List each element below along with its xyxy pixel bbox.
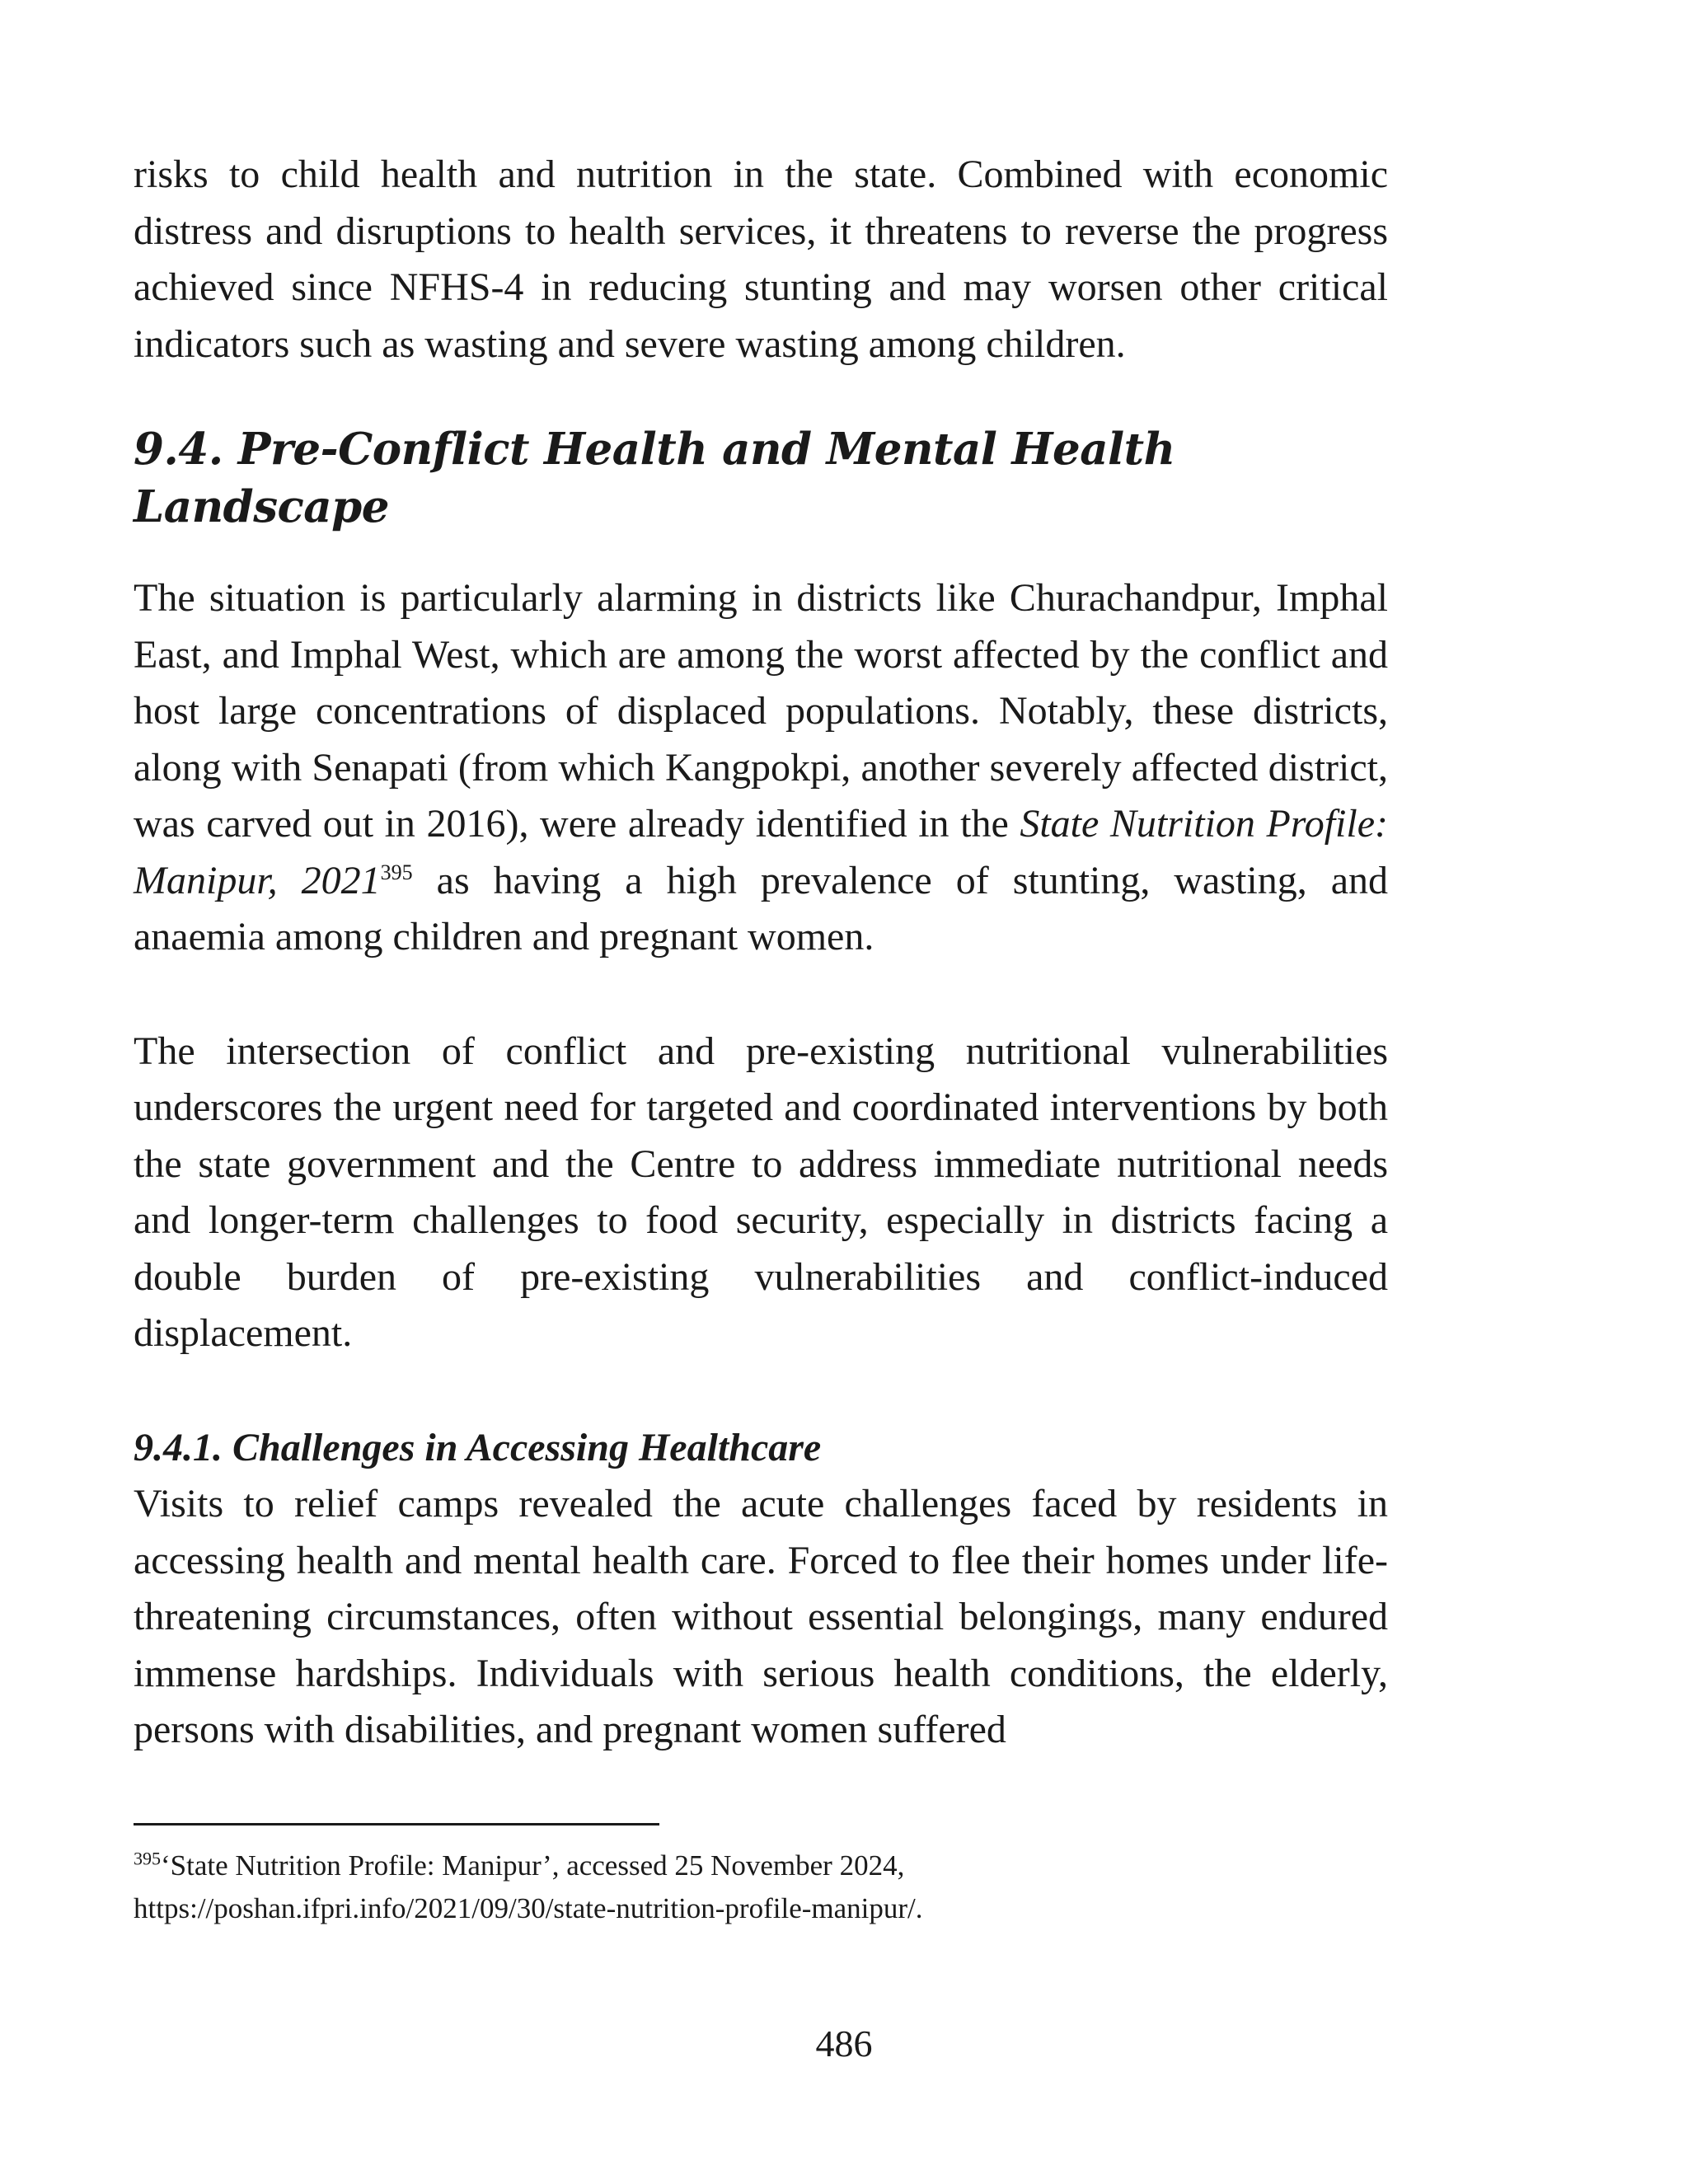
intro-paragraph: risks to child health and nutrition in the state. Combined with economic distress and disruptions to health services, it threatens to reverse the progress achieved since NFHS-4 in reducing stunting and may worsen other critical indicators such as wasting and severe wasting among children. <box>134 152 1388 366</box>
footnote-line-1 <box>134 1844 1388 1887</box>
paragraph-districts <box>134 570 1388 966</box>
footnote-url[interactable]: https://poshan.ifpri.info/2021/09/30/state-nutrition-profile-manipur/. <box>134 1892 923 1924</box>
subsection-heading: 9.4.1. Challenges in Accessing Healthcare <box>134 1425 822 1469</box>
paragraph-relief-camps: Visits to relief camps revealed the acute challenges faced by residents in accessing health and mental health care. Forced to flee their homes under life-threatening circumstances, often without essential belongings, many endured immense hardships. Individuals with serious health conditions, the elderly, persons with disabilities, and pregnant women suffered <box>134 1482 1388 1751</box>
footnote-text: ‘State Nutrition Profile: Manipur’, accessed 25 November 2024, <box>161 1849 905 1882</box>
footnote-divider <box>134 1823 659 1825</box>
footnote <box>134 1844 1388 1930</box>
section-heading: 9.4. Pre-Conflict Health and Mental Health Landscape <box>134 424 1175 532</box>
paragraph-districts-text: The situation is particularly alarming in districts like Churachandpur, Imphal East, and Imphal West, which are among the worst affected by the conflict and host large concentrations of displaced populations. Notably, these districts, along with Senapati (from which Kangpokpi, another severely affected district, was carved out in 2016), were already identified in the <box>134 576 1388 846</box>
page-number: 486 <box>815 2022 873 2064</box>
page-body <box>134 147 1388 1759</box>
footnote-number: 395 <box>134 1848 161 1869</box>
footnote-reference[interactable]: 395 <box>380 860 413 884</box>
paragraph-intersection: The intersection of conflict and pre-existing nutritional vulnerabilities underscores the urgent need for targeted and coordinated interventions by both the state government and the Centre to address immediate nutritional needs and longer-term challenges to food security, especially in districts facing a double burden of pre-existing vulnerabilities and conflict-induced displacement. <box>134 1029 1388 1355</box>
paragraph-districts-text-end: as having a high prevalence of stunting, wasting, and anaemia among children and pregnant women. <box>134 858 1388 958</box>
cited-report-title: State Nutrition Profile: Manipur, 2021 <box>134 802 1389 902</box>
